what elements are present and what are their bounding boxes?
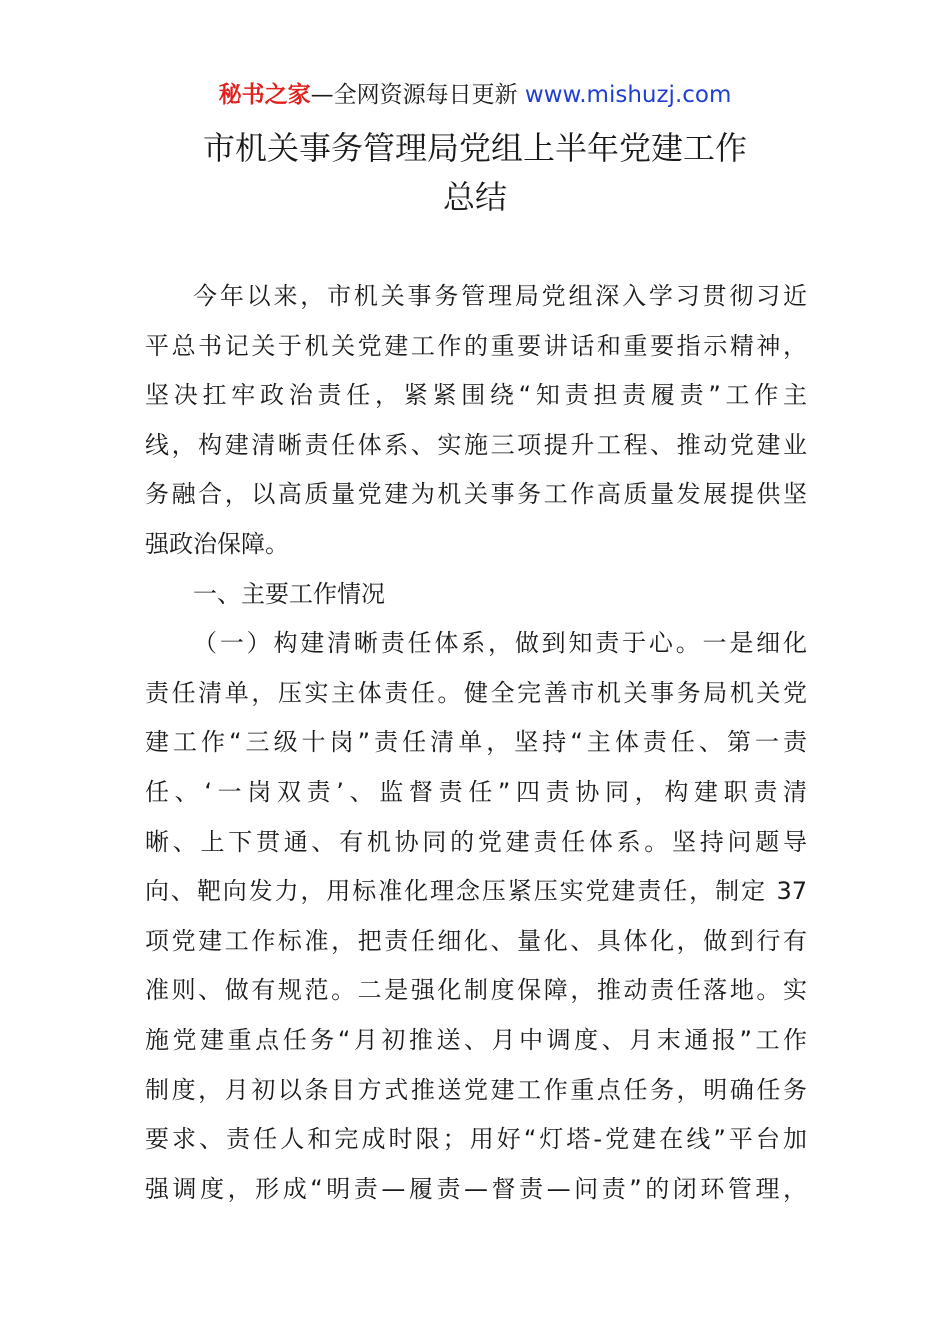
body-line: 强政治保障。 bbox=[145, 529, 289, 558]
site-tagline: —全网资源每日更新 bbox=[310, 82, 525, 108]
site-url: www.mishuzj.com bbox=[524, 82, 732, 108]
body-line: （一）构建清晰责任体系，做到知责于心。一是细化 bbox=[193, 629, 807, 658]
body-line: 线，构建清晰责任体系、实施三项提升工程、推动党建业 bbox=[145, 430, 807, 459]
document-body bbox=[145, 272, 807, 1214]
document-title-line-1: 市机关事务管理局党组上半年党建工作 bbox=[202, 129, 747, 167]
brand-name: 秘书之家 bbox=[218, 82, 311, 108]
body-line: 施党建重点任务“月初推送、月中调度、月末通报”工作 bbox=[145, 1025, 807, 1054]
body-line: 坚决扛牢政治责任，紧紧围绕“知责担责履责”工作主 bbox=[145, 381, 807, 410]
body-line: 制度，月初以条目方式推送党建工作重点任务，明确任务 bbox=[145, 1075, 807, 1104]
body-line: 责任清单，压实主体责任。健全完善市机关事务局机关党 bbox=[145, 678, 807, 707]
body-line: 准则、做有规范。二是强化制度保障，推动责任落地。实 bbox=[145, 976, 807, 1005]
body-line: 建工作“三级十岗”责任清单，坚持“主体责任、第一责 bbox=[145, 728, 807, 757]
body-line: 项党建工作标准，把责任细化、量化、具体化，做到行有 bbox=[145, 926, 807, 955]
body-line: 今年以来，市机关事务管理局党组深入学习贯彻习近 bbox=[193, 282, 807, 310]
body-line: 务融合，以高质量党建为机关事务工作高质量发展提供坚 bbox=[145, 480, 807, 509]
body-line: 要求、责任人和完成时限；用好“灯塔-党建在线”平台加 bbox=[145, 1125, 807, 1154]
body-line: 强调度，形成“明责—履责—督责—问责”的闭环管理， bbox=[145, 1174, 807, 1203]
body-line: 晰、上下贯通、有机协同的党建责任体系。坚持问题导 bbox=[145, 827, 807, 856]
document-title-line-2: 总结 bbox=[442, 178, 507, 216]
section-heading: 一、主要工作情况 bbox=[193, 579, 385, 608]
body-line: 向、靶向发力，用标准化理念压紧压实党建责任，制定 37 bbox=[145, 877, 807, 906]
body-line: 任、‘一岗双责’、监督责任”四责协同，构建职责清 bbox=[145, 777, 807, 806]
body-line: 平总书记关于机关党建工作的重要讲话和重要指示精神， bbox=[145, 331, 807, 360]
site-header bbox=[0, 78, 950, 112]
